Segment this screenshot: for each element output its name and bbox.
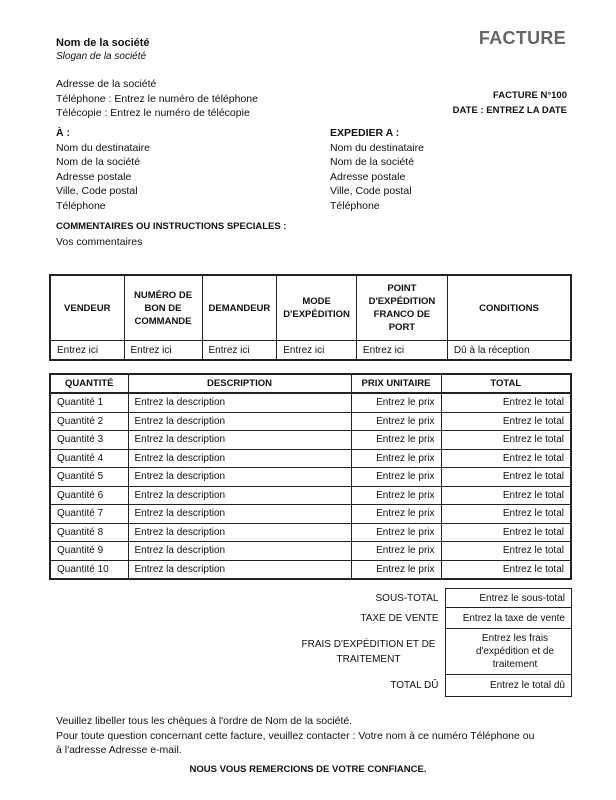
invoice-meta xyxy=(453,88,567,118)
subtotal-label: SOUS-TOTAL xyxy=(375,592,439,604)
tax-value[interactable]: Entrez la taxe de vente xyxy=(445,608,572,629)
company-address: Adresse de la société xyxy=(56,78,157,90)
item-quantity-cell[interactable]: Quantité 9 xyxy=(50,542,128,561)
item-description-cell[interactable]: Entrez la description xyxy=(128,505,351,524)
item-quantity-cell[interactable]: Quantité 4 xyxy=(50,449,128,468)
subtotal-value[interactable]: Entrez le sous-total xyxy=(445,589,572,608)
footer-contact: Pour toute question concernant cette facture, veuillez contacter : Votre nom à ce numéro Téléphone ou xyxy=(56,729,535,742)
item-total-cell[interactable]: Entrez le total xyxy=(441,505,571,524)
item-unit-price-cell[interactable]: Entrez le prix xyxy=(351,486,441,505)
items-header-description: DESCRIPTION xyxy=(128,374,351,393)
totals-table xyxy=(49,588,572,697)
item-description-cell[interactable]: Entrez la description xyxy=(128,431,351,450)
item-total-cell[interactable]: Entrez le total xyxy=(441,486,571,505)
order-details-table xyxy=(49,274,572,361)
item-description-cell[interactable]: Entrez la description xyxy=(128,542,351,561)
order-fob-point-cell[interactable]: Entrez ici xyxy=(356,341,447,361)
item-total-cell[interactable]: Entrez le total xyxy=(441,412,571,431)
invoice-title: FACTURE xyxy=(478,28,566,48)
company-slogan: Slogan de la société xyxy=(56,51,147,62)
item-total-cell[interactable]: Entrez le total xyxy=(441,431,571,450)
comments-text[interactable]: Vos commentaires xyxy=(56,235,143,248)
bill-to-company: Nom de la société xyxy=(56,156,141,168)
item-description-cell[interactable]: Entrez la description xyxy=(128,393,351,412)
item-total-cell[interactable]: Entrez le total xyxy=(441,542,571,561)
ship-to-city: Ville, Code postal xyxy=(330,185,412,197)
item-description-cell[interactable]: Entrez la description xyxy=(128,523,351,542)
company-name: Nom de la société xyxy=(56,37,150,49)
line-items-table xyxy=(49,373,572,580)
invoice-number: FACTURE N°100 xyxy=(492,90,567,101)
item-unit-price-cell[interactable]: Entrez le prix xyxy=(351,505,441,524)
company-address-block xyxy=(56,77,258,121)
table-row xyxy=(50,412,571,431)
item-unit-price-cell[interactable]: Entrez le prix xyxy=(351,431,441,450)
items-header-quantity: QUANTITÉ xyxy=(50,374,128,393)
item-total-cell[interactable]: Entrez le total xyxy=(441,523,571,542)
order-header-requester: DEMANDEUR xyxy=(202,275,277,341)
item-quantity-cell[interactable]: Quantité 6 xyxy=(50,486,128,505)
shipping-label: FRAIS D'EXPÉDITION ET DE TRAITEMENT xyxy=(301,638,436,665)
item-quantity-cell[interactable]: Quantité 5 xyxy=(50,468,128,487)
footer-check-payable: Veuillez libeller tous les chèques à l'ordre de Nom de la société. xyxy=(56,715,353,727)
bill-to-name: Nom du destinataire xyxy=(56,141,150,154)
invoice-date: DATE : ENTREZ LA DATE xyxy=(452,105,567,116)
ship-to-block xyxy=(330,126,424,213)
item-quantity-cell[interactable]: Quantité 3 xyxy=(50,431,128,450)
table-row xyxy=(50,560,571,579)
thank-you-message: NOUS VOUS REMERCIONS DE VOTRE CONFIANCE. xyxy=(189,764,427,775)
item-total-cell[interactable]: Entrez le total xyxy=(441,449,571,468)
order-header-vendor: VENDEUR xyxy=(50,275,124,341)
footer-notes xyxy=(56,714,534,758)
items-header-total: TOTAL xyxy=(441,374,571,393)
ship-to-name: Nom du destinataire xyxy=(330,141,424,154)
item-total-cell[interactable]: Entrez le total xyxy=(441,468,571,487)
shipping-value[interactable]: Entrez les frais d'expédition et de traitement xyxy=(445,629,572,675)
item-quantity-cell[interactable]: Quantité 8 xyxy=(50,523,128,542)
order-shipping-method-cell[interactable]: Entrez ici xyxy=(277,341,357,361)
table-row xyxy=(50,523,571,542)
table-row xyxy=(50,449,571,468)
bill-to-address: Adresse postale xyxy=(56,170,132,183)
item-unit-price-cell[interactable]: Entrez le prix xyxy=(351,542,441,561)
order-vendor-cell[interactable]: Entrez ici xyxy=(50,341,124,361)
item-unit-price-cell[interactable]: Entrez le prix xyxy=(351,468,441,487)
ship-to-company: Nom de la société xyxy=(330,156,415,168)
order-header-po-number: NUMÉRO DE BON DE COMMANDE xyxy=(124,275,202,341)
item-quantity-cell[interactable]: Quantité 10 xyxy=(50,560,128,579)
item-unit-price-cell[interactable]: Entrez le prix xyxy=(351,393,441,412)
table-row xyxy=(50,542,571,561)
ship-to-label: EXPEDIER A : xyxy=(330,127,400,139)
item-unit-price-cell[interactable]: Entrez le prix xyxy=(351,412,441,431)
bill-to-city: Ville, Code postal xyxy=(56,185,138,197)
item-quantity-cell[interactable]: Quantité 7 xyxy=(50,505,128,524)
item-unit-price-cell[interactable]: Entrez le prix xyxy=(351,449,441,468)
order-terms-cell[interactable]: Dû à la réception xyxy=(447,341,571,361)
item-description-cell[interactable]: Entrez la description xyxy=(128,486,351,505)
bill-to-phone: Téléphone xyxy=(56,199,106,212)
footer-contact-email: à l'adresse Adresse e-mail. xyxy=(56,744,182,756)
table-row xyxy=(50,431,571,450)
total-due-label: TOTAL DÛ xyxy=(390,680,439,691)
total-due-value[interactable]: Entrez le total dû xyxy=(445,675,572,697)
bill-to-label: À : xyxy=(56,127,70,139)
company-fax: Télécopie : Entrez le numéro de télécopie xyxy=(56,107,250,119)
item-description-cell[interactable]: Entrez la description xyxy=(128,560,351,579)
table-row xyxy=(50,505,571,524)
tax-label: TAXE DE VENTE xyxy=(360,612,439,624)
item-description-cell[interactable]: Entrez la description xyxy=(128,449,351,468)
order-header-shipping-method: MODE D'EXPÉDITION xyxy=(277,275,357,341)
item-quantity-cell[interactable]: Quantité 1 xyxy=(50,393,128,412)
comments-block xyxy=(56,220,286,249)
ship-to-address: Adresse postale xyxy=(330,170,406,183)
table-row xyxy=(50,468,571,487)
item-total-cell[interactable]: Entrez le total xyxy=(441,560,571,579)
comments-label: COMMENTAIRES OU INSTRUCTIONS SPECIALES : xyxy=(56,221,287,232)
item-unit-price-cell[interactable]: Entrez le prix xyxy=(351,523,441,542)
order-header-terms: CONDITIONS xyxy=(447,275,571,341)
company-phone: Téléphone : Entrez le numéro de téléphone xyxy=(56,92,258,105)
item-description-cell[interactable]: Entrez la description xyxy=(128,468,351,487)
table-row xyxy=(50,486,571,505)
item-quantity-cell[interactable]: Quantité 2 xyxy=(50,412,128,431)
ship-to-phone: Téléphone xyxy=(330,199,380,212)
order-header-fob-point: POINT D'EXPÉDITION FRANCO DE PORT xyxy=(356,275,447,341)
order-requester-cell[interactable]: Entrez ici xyxy=(202,341,277,361)
item-description-cell[interactable]: Entrez la description xyxy=(128,412,351,431)
line-items-body xyxy=(50,393,571,579)
order-po-number-cell[interactable]: Entrez ici xyxy=(124,341,202,361)
bill-to-block xyxy=(56,126,150,213)
table-row xyxy=(50,393,571,412)
item-unit-price-cell[interactable]: Entrez le prix xyxy=(351,560,441,579)
items-header-unit-price: PRIX UNITAIRE xyxy=(351,374,441,393)
item-total-cell[interactable]: Entrez le total xyxy=(441,393,571,412)
